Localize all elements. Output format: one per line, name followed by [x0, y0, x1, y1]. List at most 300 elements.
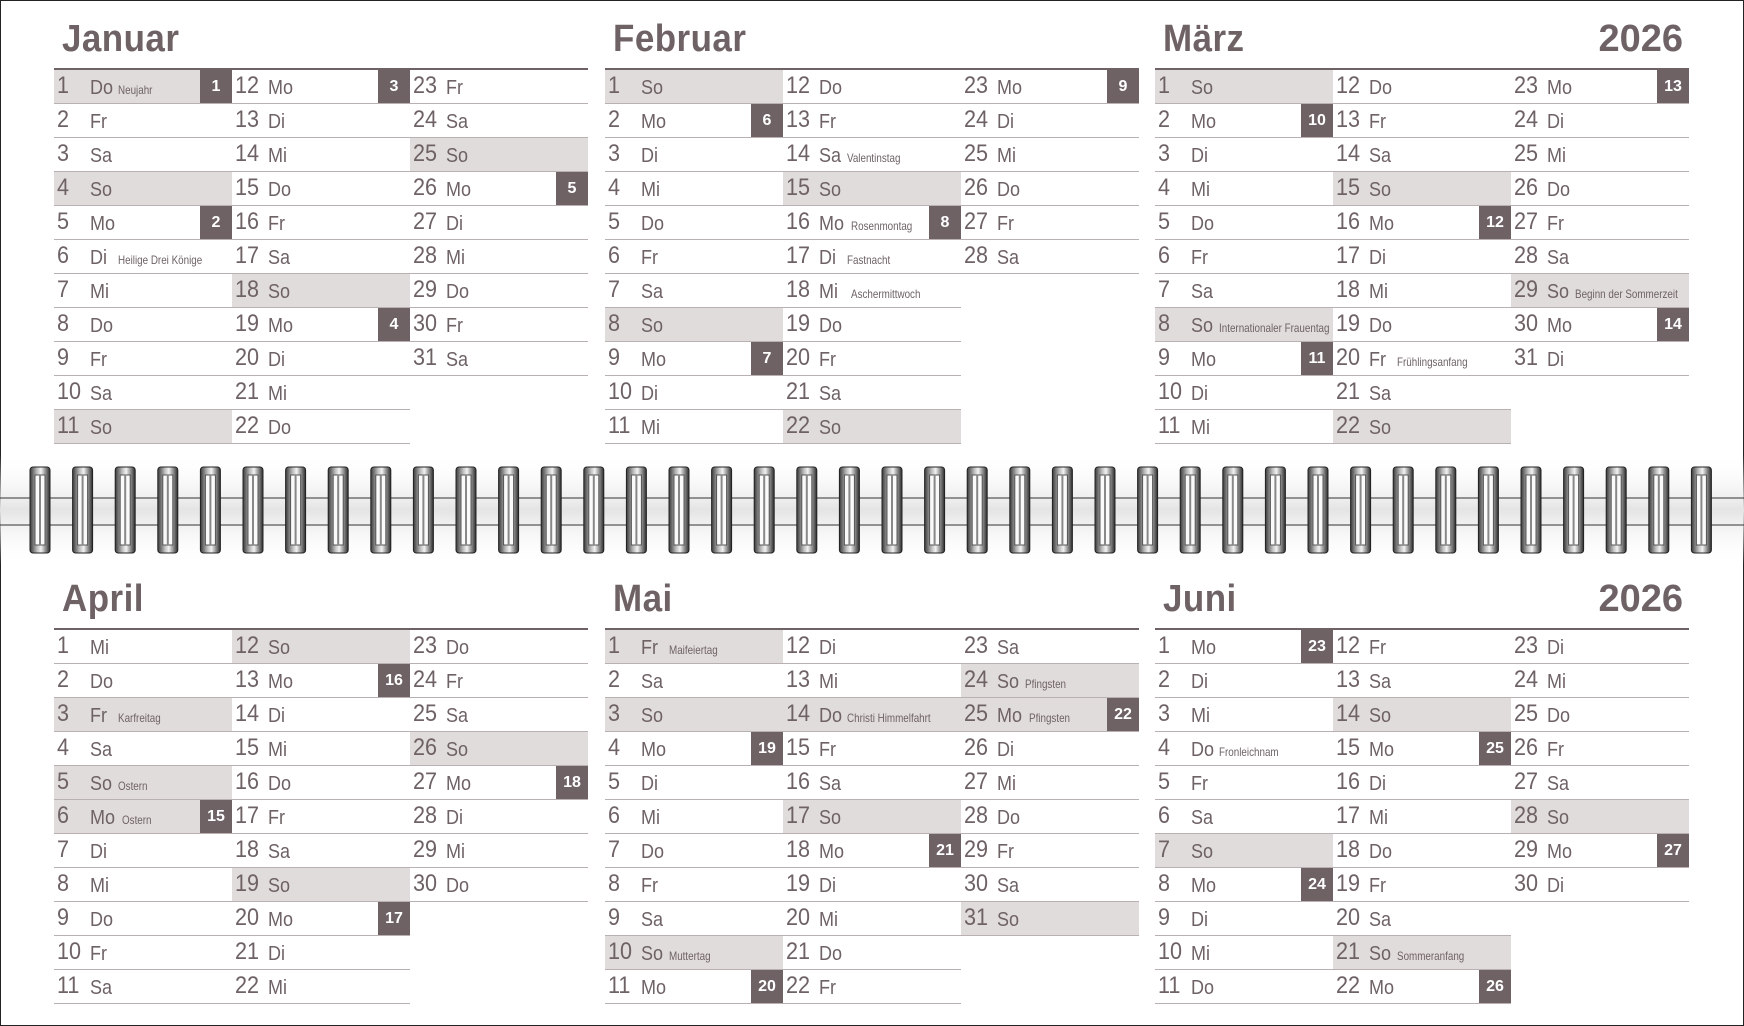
- day-column: [232, 630, 410, 1004]
- day-cell: [783, 376, 961, 410]
- binding-ring: [797, 467, 817, 553]
- binding-ring: [243, 467, 263, 553]
- weekday-label: Mi: [268, 977, 287, 999]
- weekday-label: Mi: [997, 773, 1016, 795]
- day-cell: [232, 868, 410, 902]
- day-number: 28: [1514, 802, 1539, 829]
- day-number: 9: [608, 344, 621, 371]
- weekday-label: Sa: [446, 349, 469, 371]
- day-cell: [1155, 732, 1333, 766]
- weekday-label: Mo: [1191, 875, 1217, 897]
- weekday-label: So: [997, 909, 1020, 931]
- day-number: 29: [1514, 836, 1539, 863]
- day-number: 17: [786, 242, 811, 269]
- weekday-label: Mi: [641, 417, 660, 439]
- binding-ring: [754, 467, 774, 553]
- weekday-label: Mo: [1547, 841, 1573, 863]
- week-number-badge: 7: [751, 342, 783, 375]
- weekday-label: Di: [1191, 383, 1209, 405]
- holiday-label: Aschermittwoch: [851, 287, 921, 301]
- day-number: 22: [235, 972, 260, 999]
- day-cell: [1155, 342, 1333, 376]
- day-cell: [54, 376, 232, 410]
- week-number-badge: 10: [1301, 104, 1333, 137]
- day-number: 10: [1158, 378, 1183, 405]
- weekday-label: Mo: [997, 705, 1023, 727]
- binding-ring: [1138, 467, 1158, 553]
- day-cell: [605, 800, 783, 834]
- day-number: 16: [1336, 768, 1361, 795]
- day-cell: [1155, 664, 1333, 698]
- day-cell: [232, 342, 410, 376]
- month-grid: [54, 628, 588, 1004]
- holiday-label: Muttertag: [669, 949, 711, 963]
- day-cell: [232, 664, 410, 698]
- weekday-label: Mi: [268, 383, 287, 405]
- day-cell: [605, 104, 783, 138]
- day-number: 25: [964, 140, 989, 167]
- weekday-label: Do: [446, 875, 470, 897]
- weekday-label: Fr: [1369, 637, 1387, 659]
- day-cell: [410, 172, 588, 206]
- day-number: 16: [786, 208, 811, 235]
- day-cell: [1333, 834, 1511, 868]
- day-number: 18: [1336, 276, 1361, 303]
- weekday-label: Di: [446, 807, 464, 829]
- day-number: 24: [1514, 106, 1539, 133]
- weekday-label: Mo: [1191, 637, 1217, 659]
- day-cell: [1333, 868, 1511, 902]
- day-cell: [1511, 206, 1689, 240]
- binding-ring: [200, 467, 220, 553]
- holiday-label: Internationaler Frauentag: [1219, 321, 1330, 335]
- day-number: 27: [413, 208, 438, 235]
- week-number-badge: 26: [1479, 970, 1511, 1003]
- weekday-label: Di: [1369, 247, 1387, 269]
- weekday-label: Di: [641, 773, 659, 795]
- weekday-label: Mi: [1191, 417, 1210, 439]
- day-number: 3: [57, 140, 70, 167]
- day-number: 29: [1514, 276, 1539, 303]
- day-number: 4: [57, 174, 70, 201]
- day-cell: [783, 410, 961, 444]
- day-number: 16: [235, 208, 260, 235]
- binding-ring: [839, 467, 859, 553]
- day-cell: [1333, 240, 1511, 274]
- holiday-label: Heilige Drei Könige: [118, 253, 203, 267]
- weekday-label: Do: [819, 77, 843, 99]
- day-cell: [1155, 902, 1333, 936]
- weekday-label: Fr: [446, 671, 464, 693]
- weekday-label: Di: [90, 841, 108, 863]
- weekday-label: Sa: [446, 111, 469, 133]
- weekday-label: Do: [997, 179, 1021, 201]
- day-number: 21: [786, 938, 811, 965]
- binding-ring: [541, 467, 561, 553]
- day-number: 15: [1336, 734, 1361, 761]
- day-number: 21: [235, 378, 260, 405]
- day-cell: [1155, 800, 1333, 834]
- day-cell: [783, 104, 961, 138]
- day-number: 17: [235, 242, 260, 269]
- day-cell: [1511, 240, 1689, 274]
- weekday-label: Do: [1191, 977, 1215, 999]
- holiday-label: Fronleichnam: [1219, 745, 1279, 759]
- day-cell: [232, 630, 410, 664]
- day-number: 7: [608, 836, 621, 863]
- day-number: 1: [608, 632, 621, 659]
- day-cell: [1511, 308, 1689, 342]
- day-cell: [232, 410, 410, 444]
- day-cell: [783, 308, 961, 342]
- day-cell: [605, 834, 783, 868]
- day-number: 10: [57, 938, 82, 965]
- weekday-label: Sa: [90, 739, 113, 761]
- day-cell: [1511, 732, 1689, 766]
- week-number-badge: 21: [929, 834, 961, 867]
- day-cell: [1333, 138, 1511, 172]
- holiday-label: Valentinstag: [847, 151, 901, 165]
- binding-ring: [1393, 467, 1413, 553]
- day-cell: [1333, 630, 1511, 664]
- week-number-badge: 8: [929, 206, 961, 239]
- day-cell: [410, 630, 588, 664]
- week-number-badge: 19: [751, 732, 783, 765]
- binding-ring: [1095, 467, 1115, 553]
- day-cell: [1155, 308, 1333, 342]
- day-column: [54, 70, 232, 444]
- day-cell: [1333, 410, 1511, 444]
- day-cell: [1155, 138, 1333, 172]
- weekday-label: So: [1191, 841, 1214, 863]
- day-cell: [783, 970, 961, 1004]
- weekday-label: So: [90, 773, 113, 795]
- weekday-label: Mo: [268, 315, 294, 337]
- day-number: 21: [786, 378, 811, 405]
- holiday-label: Pfingsten: [1029, 711, 1071, 725]
- day-cell: [961, 630, 1139, 664]
- weekday-label: Mo: [1369, 213, 1395, 235]
- weekday-label: Mo: [446, 179, 472, 201]
- binding-ring: [1351, 467, 1371, 553]
- day-number: 30: [1514, 310, 1539, 337]
- binding-ring: [626, 467, 646, 553]
- day-cell: [1333, 342, 1511, 376]
- day-cell: [605, 766, 783, 800]
- day-cell: [54, 936, 232, 970]
- day-cell: [54, 410, 232, 444]
- weekday-label: So: [1547, 807, 1570, 829]
- binding-ring: [1521, 467, 1541, 553]
- weekday-label: Do: [1547, 705, 1571, 727]
- weekday-label: Sa: [641, 909, 664, 931]
- weekday-label: Mi: [446, 247, 465, 269]
- binding-ring: [967, 467, 987, 553]
- day-cell: [1511, 274, 1689, 308]
- day-number: 4: [57, 734, 70, 761]
- day-number: 10: [1158, 938, 1183, 965]
- day-number: 5: [608, 208, 621, 235]
- weekday-label: Mi: [1547, 671, 1566, 693]
- day-cell: [783, 732, 961, 766]
- weekday-label: Di: [268, 111, 286, 133]
- day-number: 6: [608, 242, 621, 269]
- day-number: 13: [786, 106, 811, 133]
- day-column: [605, 70, 783, 444]
- day-cell: [54, 834, 232, 868]
- week-number-badge: 18: [556, 766, 588, 799]
- weekday-label: Do: [1191, 213, 1215, 235]
- weekday-label: Fr: [819, 977, 837, 999]
- weekday-label: Do: [268, 179, 292, 201]
- day-cell: [410, 206, 588, 240]
- weekday-label: Do: [641, 213, 665, 235]
- weekday-label: So: [1369, 417, 1392, 439]
- day-number: 1: [608, 72, 621, 99]
- day-number: 5: [57, 768, 70, 795]
- day-column: [783, 70, 961, 444]
- weekday-label: Do: [1369, 77, 1393, 99]
- day-number: 27: [1514, 208, 1539, 235]
- week-number-badge: 9: [1107, 70, 1139, 103]
- day-number: 15: [786, 174, 811, 201]
- weekday-label: Mo: [997, 77, 1023, 99]
- day-number: 8: [1158, 310, 1171, 337]
- week-number-badge: 15: [200, 800, 232, 833]
- day-cell: [410, 70, 588, 104]
- day-number: 18: [235, 836, 260, 863]
- weekday-label: So: [446, 145, 469, 167]
- day-number: 11: [1158, 412, 1181, 439]
- day-cell: [961, 766, 1139, 800]
- weekday-label: Sa: [997, 247, 1020, 269]
- month-grid: [1155, 628, 1689, 1004]
- day-cell: [410, 698, 588, 732]
- day-cell: [1511, 342, 1689, 376]
- day-cell: [1333, 70, 1511, 104]
- weekday-label: Di: [997, 739, 1015, 761]
- day-cell: [410, 308, 588, 342]
- day-number: 8: [608, 870, 621, 897]
- day-number: 23: [413, 72, 438, 99]
- day-cell: [783, 868, 961, 902]
- weekday-label: Do: [819, 705, 843, 727]
- day-cell: [605, 274, 783, 308]
- binding-ring: [1649, 467, 1669, 553]
- day-cell: [410, 834, 588, 868]
- day-cell: [1155, 630, 1333, 664]
- day-cell: [1155, 172, 1333, 206]
- weekday-label: Fr: [1369, 349, 1387, 371]
- day-number: 10: [57, 378, 82, 405]
- weekday-label: Di: [819, 875, 837, 897]
- day-number: 14: [786, 140, 811, 167]
- day-cell: [961, 138, 1139, 172]
- day-number: 20: [786, 904, 811, 931]
- weekday-label: Di: [819, 637, 837, 659]
- weekday-label: Fr: [90, 705, 108, 727]
- month-title: Juni: [1163, 578, 1237, 620]
- day-number: 27: [964, 208, 989, 235]
- weekday-label: Mi: [90, 281, 109, 303]
- weekday-label: Do: [1369, 841, 1393, 863]
- day-cell: [1155, 240, 1333, 274]
- day-cell: [1333, 308, 1511, 342]
- weekday-label: Di: [1191, 909, 1209, 931]
- holiday-label: Ostern: [122, 813, 152, 827]
- weekday-label: Fr: [1191, 773, 1209, 795]
- weekday-label: So: [997, 671, 1020, 693]
- day-number: 22: [235, 412, 260, 439]
- day-cell: [961, 698, 1139, 732]
- weekday-label: So: [641, 77, 664, 99]
- day-number: 16: [786, 768, 811, 795]
- day-cell: [961, 902, 1139, 936]
- day-cell: [232, 732, 410, 766]
- week-number-badge: 11: [1301, 342, 1333, 375]
- weekday-label: Fr: [268, 807, 286, 829]
- holiday-label: Karfreitag: [118, 711, 161, 725]
- day-cell: [1155, 70, 1333, 104]
- day-number: 8: [1158, 870, 1171, 897]
- weekday-label: Sa: [641, 671, 664, 693]
- weekday-label: Mi: [90, 637, 109, 659]
- day-number: 23: [413, 632, 438, 659]
- week-number-badge: 3: [378, 70, 410, 103]
- day-number: 26: [964, 174, 989, 201]
- day-cell: [783, 800, 961, 834]
- day-number: 1: [1158, 72, 1171, 99]
- day-cell: [232, 70, 410, 104]
- day-number: 3: [608, 140, 621, 167]
- day-number: 26: [964, 734, 989, 761]
- weekday-label: Fr: [997, 841, 1015, 863]
- day-number: 31: [1514, 344, 1539, 371]
- day-number: 12: [1336, 72, 1361, 99]
- weekday-label: Do: [1369, 315, 1393, 337]
- day-number: 12: [235, 72, 260, 99]
- binding-ring: [1691, 467, 1711, 553]
- day-number: 8: [57, 310, 70, 337]
- day-cell: [410, 342, 588, 376]
- day-number: 19: [235, 310, 260, 337]
- week-number-badge: 13: [1657, 70, 1689, 103]
- day-cell: [605, 138, 783, 172]
- day-column: [1155, 630, 1333, 1004]
- day-cell: [54, 732, 232, 766]
- day-number: 20: [786, 344, 811, 371]
- day-number: 22: [786, 412, 811, 439]
- weekday-label: Sa: [1547, 247, 1570, 269]
- weekday-label: Mi: [1191, 705, 1210, 727]
- day-cell: [783, 172, 961, 206]
- day-cell: [1155, 834, 1333, 868]
- holiday-label: Ostern: [118, 779, 148, 793]
- binding-ring: [584, 467, 604, 553]
- day-cell: [783, 698, 961, 732]
- day-cell: [1511, 698, 1689, 732]
- day-number: 22: [1336, 412, 1361, 439]
- day-cell: [54, 308, 232, 342]
- day-cell: [783, 834, 961, 868]
- day-number: 11: [608, 412, 631, 439]
- weekday-label: Mo: [90, 807, 116, 829]
- day-number: 21: [235, 938, 260, 965]
- weekday-label: So: [268, 637, 291, 659]
- day-number: 29: [964, 836, 989, 863]
- day-number: 28: [964, 242, 989, 269]
- weekday-label: Fr: [997, 213, 1015, 235]
- month-title: Januar: [62, 18, 180, 60]
- day-cell: [961, 834, 1139, 868]
- week-number-badge: 2: [200, 206, 232, 239]
- week-number-badge: 14: [1657, 308, 1689, 341]
- day-cell: [1333, 698, 1511, 732]
- day-number: 23: [1514, 632, 1539, 659]
- day-number: 13: [786, 666, 811, 693]
- day-cell: [54, 664, 232, 698]
- binding-ring: [499, 467, 519, 553]
- day-cell: [232, 172, 410, 206]
- day-number: 5: [1158, 768, 1171, 795]
- weekday-label: Fr: [641, 637, 659, 659]
- day-cell: [410, 766, 588, 800]
- day-number: 20: [1336, 344, 1361, 371]
- day-number: 7: [1158, 836, 1171, 863]
- day-cell: [410, 138, 588, 172]
- week-number-badge: 25: [1479, 732, 1511, 765]
- weekday-label: Sa: [819, 383, 842, 405]
- day-cell: [232, 766, 410, 800]
- day-column: [410, 70, 588, 376]
- day-number: 5: [608, 768, 621, 795]
- week-number-badge: 23: [1301, 630, 1333, 663]
- day-cell: [410, 240, 588, 274]
- binding-ring: [158, 467, 178, 553]
- day-number: 19: [786, 310, 811, 337]
- weekday-label: Do: [997, 807, 1021, 829]
- day-cell: [605, 206, 783, 240]
- binding-ring: [1308, 467, 1328, 553]
- weekday-label: Fr: [1547, 213, 1565, 235]
- day-number: 17: [786, 802, 811, 829]
- day-cell: [783, 936, 961, 970]
- day-cell: [961, 800, 1139, 834]
- day-cell: [54, 240, 232, 274]
- day-number: 12: [1336, 632, 1361, 659]
- weekday-label: Do: [641, 841, 665, 863]
- day-cell: [410, 274, 588, 308]
- weekday-label: Fr: [819, 739, 837, 761]
- weekday-label: Fr: [819, 349, 837, 371]
- day-number: 22: [786, 972, 811, 999]
- weekday-label: So: [1369, 705, 1392, 727]
- day-number: 11: [57, 412, 80, 439]
- day-number: 10: [608, 378, 633, 405]
- holiday-label: Neujahr: [118, 83, 153, 97]
- day-number: 23: [964, 632, 989, 659]
- day-number: 6: [1158, 802, 1171, 829]
- day-cell: [1511, 868, 1689, 902]
- day-cell: [1333, 902, 1511, 936]
- day-number: 13: [1336, 666, 1361, 693]
- weekday-label: Fr: [819, 111, 837, 133]
- month-grid: [605, 68, 1139, 444]
- day-cell: [1333, 732, 1511, 766]
- day-cell: [1333, 274, 1511, 308]
- day-number: 7: [608, 276, 621, 303]
- weekday-label: Fr: [1369, 111, 1387, 133]
